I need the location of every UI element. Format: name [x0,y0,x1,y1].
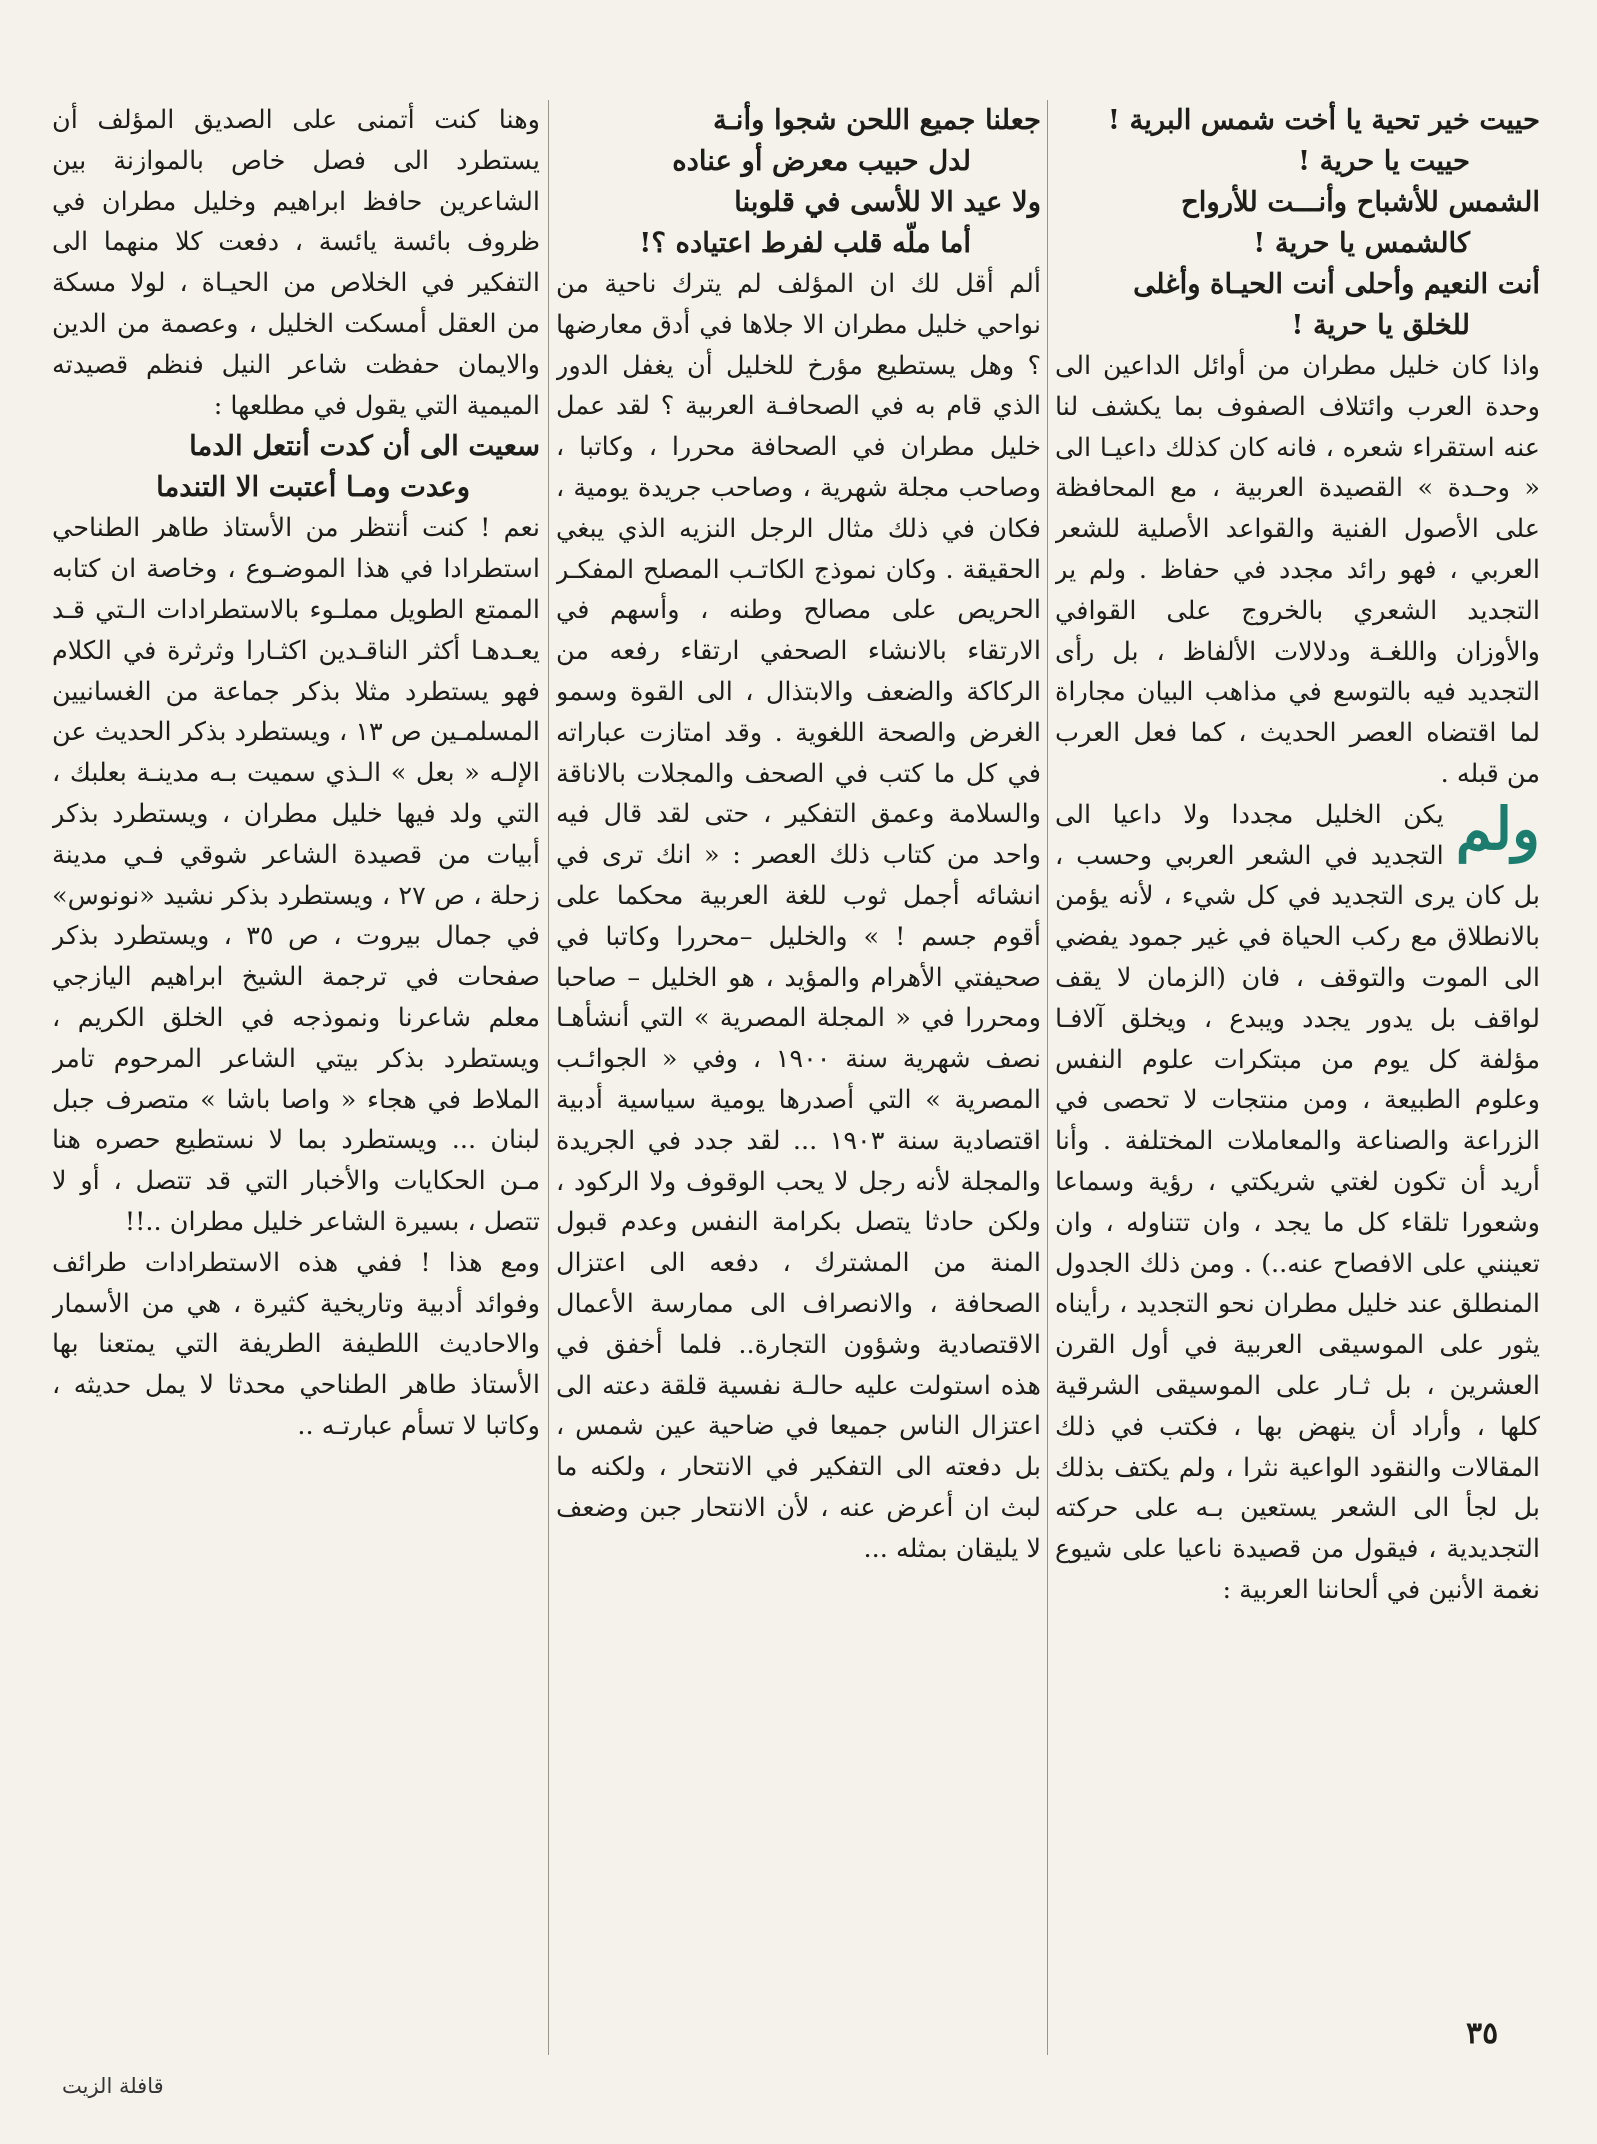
poem-verse [52,426,540,508]
article-paragraph [52,100,540,426]
paragraph-text: نعم ! كنت أنتظر من الأستاذ طاهر الطناحي استطرادا في هذا الموضـوع ، وخاصة ان كتابه الممتع الطويل مملـوء بالاستطرادات الـتي قـد يعـدهـا أكثر الناقـدين اكثـارا وثرثرة في الكلام فهو يستطرد مثلا بذكر جماعة من الغسانيين المسلمـين ص ١٣ ، ويستطرد بذكر الحديث عن الإلـه « بعل » الـذي سميت بـه مدينـة بعلبك ، التي ولد فيها خليل مطران ، ويستطرد بذكر أبيات من قصيدة الشاعر شوقي فـي مدينة زحلة ، ص ٢٧ ، ويستطرد بذكر نشيد «نونوس» في جمال بيروت ، ص ٣٥ ، ويستطرد بذكر صفحات في ترجمة الشيخ ابراهيم اليازجي معلم شاعرنا ونموذجه في الخلق الكريم ، ويستطرد بذكر بيتي الشاعر المرحوم تامر الملاط في هجاء « واصا باشا » متصرف جبل لبنان ... ويستطرد بما لا نستطيع حصره هنا مـن الحكايات والأخبار التي قد تتصل ، أو لا تتصل ، بسيرة الشاعر خليل مطران ..!! [52,513,540,1237]
article-paragraph [52,508,540,1446]
verse-line: جعلنا جميع اللحن شجوا وأنـة [713,104,1041,136]
poem-verse [556,100,1041,182]
verse-line: الشمس للأشباح وأنـــت للأرواح [1181,186,1540,218]
poem-verse [1055,182,1540,264]
verse-line: لدل حبيب معرض أو عناده [672,145,971,177]
verse-line: أما ملّه قلب لفرط اعتياده ؟! [639,227,971,259]
verse-line: وعدت ومـا أعتبت الا التندما [156,471,470,504]
paragraph-text: ومع هذا ! ففي هذه الاستطرادات طرائف وفوائد أدبية وتاريخية كثيرة ، هي من الأسمار والاحاديث اللطيفة الطريفة التي يمتعنا بها الأستاذ طاهر الطناحي محدثا لا يمل حديثه ، وكاتبا لا تسأم عبارتـه .. [52,1247,540,1441]
article-paragraph [1055,346,1540,1611]
verse-line: كالشمس يا حرية ! [1253,227,1470,259]
verse-line: حييت خير تحية يا أخت شمس البرية ! [1107,104,1540,136]
verse-line: أنت النعيم وأحلى أنت الحيـاة وأغلى [1133,268,1540,300]
column-right [1055,100,1540,2040]
column-middle [556,100,1041,2040]
poem-verse [1055,100,1540,182]
publication-footer: قافلة الزيت [62,2074,164,2098]
paragraph-text: يكن الخليل مجددا ولا داعيا الى التجديد في الشعر العربي وحسب ، بل كان يرى التجديد في كل شيء ، لأنه يؤمن بالانطلاق مع ركب الحياة في غير جمود يفضي الى الموت والتوقف ، فان (الزمان لا يقف لواقف بل يدور يجدد ويبدع ، ويخلق آلافـا مؤلفة كل يوم من مبتكرات علوم النفس وعلوم الطبيعة ، ومن منتجات لا تحصى في الزراعة والصناعة والمعاملات المختلفة . وأنا أريد أن تكون لغتي شريكتي ، رؤية وسماعا وشعورا تلقاء كل ما يجد ، وان تتناوله ، وان تعينني على الافصاح عنه..) . ومن ذلك الجدول المنطلق عند خليل مطران نحو التجديد ، رأيناه يثور على الموسيقى العربية في أول القرن العشرين ، بل ثـار على الموسيقى الشرقية كلها ، وأراد أن ينهض بها ، فكتب في ذلك المقالات والنقود الواعية نثرا ، ولم يكتف بذلك بل لجأ الى الشعر يستعين بـه على حركته التجديدية ، فيقول من قصيدة ناعيا على شيوع نغمة الأنين في ألحاننا العربية : [1055,799,1540,1605]
verse-line: للخلق يا حرية ! [1291,309,1470,341]
paragraph-text: واذا كان خليل مطران من أوائل الداعين الى وحدة العرب وائتلاف الصفوف بما يكشف لنا عنه استقراء شعره ، فانه كان كذلك داعيـا الى « وحـدة » القصيدة العربية ، مع المحافظة على الأصول الفنية والقواعد الأصلية للشعر العربي ، فهو رائد مجدد في حفاظ . ولم ير التجديد الشعري بالخروج على القوافي والأوزان واللغـة ودلالات الألفاظ ، بل رأى التجديد فيه بالتوسع في مذاهب البيان مجاراة لما اقتضاه العصر الحديث ، كما فعل العرب من قبله . [1055,351,1540,789]
paragraph-text: ألم أقل لك ان المؤلف لم يترك ناحية من نواحي خليل مطران الا جلاها في أدق معارضها ؟ وهل يستطيع مؤرخ للخليل أن يغفل الدور الذي قام به في الصحافـة العربية ؟ لقد عمل خليل مطران في الصحافة محررا ، وكاتبا ، وصاحب مجلة شهرية ، وصاحب جريدة يومية ، فكان في ذلك مثال الرجل النزيه الذي يبغي الحقيقة . وكان نموذج الكاتـب المصلح المفكـر الحريص على مصالح وطنه ، وأسهم في الارتقاء بالانشاء الصحفي ارتقاء رفعه من الركاكة والضعف والابتذال ، الى القوة وسمو الغرض والصحة اللغوية . وقد امتازت عباراته في كل ما كتب في الصحف والمجلات بالاناقة والسلامة وعمق التفكير ، حتى لقد قال فيه واحد من كتاب ذلك العصر : « انك ترى في انشائه أجمل ثوب للغة العربية محكما على أقوم جسم ! » والخليل –محررا وكاتبا في صحيفتي الأهرام والمؤيد ، هو الخليل – صاحبا ومحررا في « المجلة المصرية » التي أنشأهـا نصف شهرية سنة ١٩٠٠ ، وفي « الجوائـب المصرية » التي أصدرها يومية سياسية أدبية اقتصادية سنة ١٩٠٣ ... لقد جدد في الجريدة والمجلة لأنه رجل لا يحب الوقوف ولا الركود ، ولكن حادثا يتصل بكرامة النفس وعدم قبول المنة من المشترك ، دفعه الى اعتزال الصحافة ، والانصراف الى ممارسة الأعمال الاقتصادية وشؤون التجارة.. فلما أخفق في هذه استولت عليه حالـة نفسية قلقة دعته الى اعتزال الناس جميعا في ضاحية عين شمس ، بل دفعته الى التفكير في الانتحار ، ولكنه ما لبث ان أعرض عنه ، لأن الانتحار جبن وضعف لا يليقان بمثله ... [556,269,1041,1564]
decorative-drop-cap: ولم [1455,794,1540,863]
verse-line: سعيت الى أن كدت أنتعل الدما [189,430,540,463]
page-number: ٣٥ [1466,2016,1499,2051]
verse-line: حييت يا حرية ! [1298,145,1470,177]
column-divider [548,100,549,2055]
column-divider [1047,100,1048,2055]
paragraph-text: وهنا كنت أتمنى على الصديق المؤلف أن يستطرد الى فصل خاص بالموازنة بين الشاعرين حافظ ابراهيم وخليل مطران في ظروف بائسة يائسة ، دفعت كلا منهما الى التفكير في الخلاص من الحيـاة ، لولا مسكة من العقل أمسكت الخليل ، وعصمة من الدين والايمان حفظت شاعر النيل فنظم قصيدته الميمية التي يقول في مطلعها : [52,105,540,421]
article-paragraph [556,264,1041,1570]
verse-line: ولا عيد الا للأسى في قلوبنا [734,186,1041,218]
poem-verse [556,182,1041,264]
poem-verse [1055,264,1540,346]
column-left [52,100,540,2040]
